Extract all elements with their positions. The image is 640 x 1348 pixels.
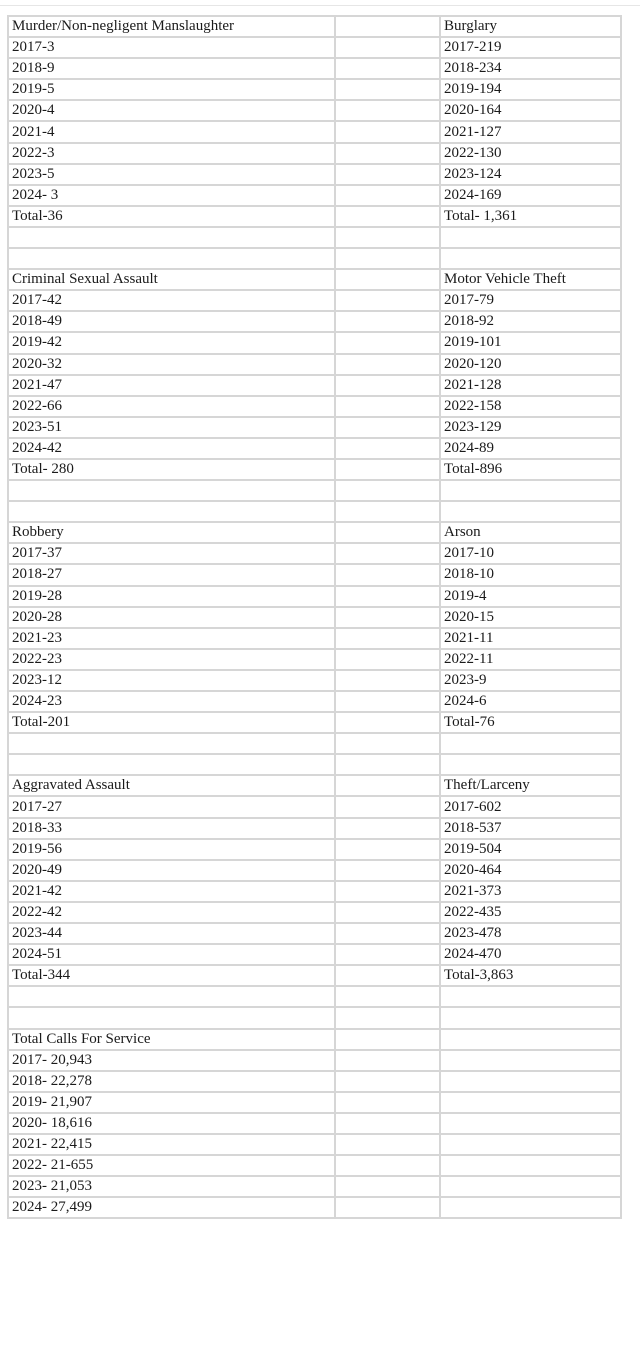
spacer-cell [335, 965, 440, 986]
left-cell: 2021- 22,415 [8, 1134, 335, 1155]
left-cell: 2019-56 [8, 839, 335, 860]
spacer-cell [335, 607, 440, 628]
left-cell: 2023-5 [8, 164, 335, 185]
spacer-cell [335, 438, 440, 459]
spacer-cell [335, 396, 440, 417]
spacer-cell [335, 754, 440, 775]
right-cell: 2022-130 [440, 143, 621, 164]
left-cell [8, 227, 335, 248]
right-cell: 2022-11 [440, 649, 621, 670]
left-cell: 2023-12 [8, 670, 335, 691]
table-row [8, 796, 621, 817]
spacer-cell [335, 227, 440, 248]
spacer-cell [335, 1071, 440, 1092]
table-row [8, 501, 621, 522]
right-cell [440, 1155, 621, 1176]
spacer-cell [335, 164, 440, 185]
right-cell: 2021-127 [440, 121, 621, 142]
right-cell: Total-3,863 [440, 965, 621, 986]
spacer-cell [335, 712, 440, 733]
spacer-cell [335, 1197, 440, 1218]
table-row [8, 311, 621, 332]
right-cell [440, 1092, 621, 1113]
left-cell: 2020-32 [8, 354, 335, 375]
spacer-cell [335, 459, 440, 480]
right-cell: 2019-194 [440, 79, 621, 100]
spacer-cell [335, 206, 440, 227]
table-row [8, 206, 621, 227]
right-cell: 2020-164 [440, 100, 621, 121]
left-cell: Murder/Non-negligent Manslaughter [8, 16, 335, 37]
spacer-cell [335, 1029, 440, 1050]
right-cell [440, 1113, 621, 1134]
table-row [8, 649, 621, 670]
right-cell: Arson [440, 522, 621, 543]
spacer-cell [335, 1113, 440, 1134]
right-cell: 2018-537 [440, 818, 621, 839]
right-cell: Theft/Larceny [440, 775, 621, 796]
table-row [8, 16, 621, 37]
spacer-cell [335, 248, 440, 269]
spacer-cell [335, 564, 440, 585]
left-cell: 2021-4 [8, 121, 335, 142]
left-cell: 2018-33 [8, 818, 335, 839]
right-cell: 2018-92 [440, 311, 621, 332]
left-cell: 2017-37 [8, 543, 335, 564]
right-cell: 2023-478 [440, 923, 621, 944]
left-cell: 2020-4 [8, 100, 335, 121]
left-cell: Total- 280 [8, 459, 335, 480]
right-cell [440, 1029, 621, 1050]
table-row [8, 269, 621, 290]
spacer-cell [335, 796, 440, 817]
table-row [8, 733, 621, 754]
table-row [8, 923, 621, 944]
spacer-cell [335, 522, 440, 543]
left-cell: Criminal Sexual Assault [8, 269, 335, 290]
left-cell: Aggravated Assault [8, 775, 335, 796]
left-cell: Total Calls For Service [8, 1029, 335, 1050]
right-cell [440, 733, 621, 754]
left-cell: 2017- 20,943 [8, 1050, 335, 1071]
spacer-cell [335, 1176, 440, 1197]
spacer-cell [335, 923, 440, 944]
right-cell: 2018-234 [440, 58, 621, 79]
table-row [8, 185, 621, 206]
right-cell [440, 1134, 621, 1155]
right-cell [440, 248, 621, 269]
right-cell: 2020-120 [440, 354, 621, 375]
right-cell: 2018-10 [440, 564, 621, 585]
right-cell [440, 1050, 621, 1071]
table-row [8, 396, 621, 417]
left-cell: Total-201 [8, 712, 335, 733]
left-cell [8, 986, 335, 1007]
table-row [8, 1029, 621, 1050]
table-row [8, 712, 621, 733]
table-row [8, 881, 621, 902]
left-cell: 2022-3 [8, 143, 335, 164]
left-cell [8, 501, 335, 522]
left-cell: 2019- 21,907 [8, 1092, 335, 1113]
table-row [8, 564, 621, 585]
right-cell: 2019-101 [440, 332, 621, 353]
right-cell: 2024-6 [440, 691, 621, 712]
left-cell: 2021-23 [8, 628, 335, 649]
left-cell: 2019-5 [8, 79, 335, 100]
right-cell [440, 227, 621, 248]
table-row [8, 227, 621, 248]
spacer-cell [335, 375, 440, 396]
left-cell: 2017-27 [8, 796, 335, 817]
right-cell: 2017-219 [440, 37, 621, 58]
spacer-cell [335, 944, 440, 965]
left-cell: 2024-42 [8, 438, 335, 459]
table-row [8, 607, 621, 628]
table-row [8, 986, 621, 1007]
table-row [8, 100, 621, 121]
spacer-cell [335, 670, 440, 691]
spacer-cell [335, 311, 440, 332]
right-cell [440, 501, 621, 522]
right-cell: 2020-15 [440, 607, 621, 628]
right-cell: 2023-124 [440, 164, 621, 185]
table-row [8, 860, 621, 881]
left-cell [8, 248, 335, 269]
right-cell: 2024-470 [440, 944, 621, 965]
right-cell: 2017-602 [440, 796, 621, 817]
table-row [8, 1092, 621, 1113]
table-row [8, 522, 621, 543]
right-cell [440, 480, 621, 501]
table-row [8, 628, 621, 649]
table-row [8, 354, 621, 375]
right-cell: Burglary [440, 16, 621, 37]
spacer-cell [335, 860, 440, 881]
table-row [8, 965, 621, 986]
left-cell: Robbery [8, 522, 335, 543]
left-cell: 2022-42 [8, 902, 335, 923]
spacer-cell [335, 100, 440, 121]
right-cell: 2022-435 [440, 902, 621, 923]
table-row [8, 79, 621, 100]
left-cell: 2019-42 [8, 332, 335, 353]
right-cell: 2021-128 [440, 375, 621, 396]
left-cell: 2023-51 [8, 417, 335, 438]
left-cell: 2024-51 [8, 944, 335, 965]
left-cell: 2018-49 [8, 311, 335, 332]
right-cell: 2024-169 [440, 185, 621, 206]
left-cell [8, 1007, 335, 1028]
table-row [8, 1176, 621, 1197]
left-cell: 2020-28 [8, 607, 335, 628]
left-cell: Total-36 [8, 206, 335, 227]
crime-statistics-table [7, 15, 622, 1219]
table-row [8, 143, 621, 164]
table-row [8, 586, 621, 607]
left-cell: 2021-42 [8, 881, 335, 902]
left-cell [8, 733, 335, 754]
spacer-cell [335, 269, 440, 290]
table-row [8, 121, 621, 142]
spacer-cell [335, 58, 440, 79]
spacer-cell [335, 1007, 440, 1028]
table-row [8, 37, 621, 58]
right-cell [440, 1197, 621, 1218]
spacer-cell [335, 628, 440, 649]
left-cell [8, 754, 335, 775]
right-cell: 2020-464 [440, 860, 621, 881]
right-cell: 2017-79 [440, 290, 621, 311]
table-row [8, 1155, 621, 1176]
spacer-cell [335, 121, 440, 142]
spacer-cell [335, 501, 440, 522]
right-cell: 2019-4 [440, 586, 621, 607]
right-cell: Total-76 [440, 712, 621, 733]
right-cell: 2023-129 [440, 417, 621, 438]
left-cell: Total-344 [8, 965, 335, 986]
table-row [8, 944, 621, 965]
table-row [8, 1197, 621, 1218]
table-row [8, 1071, 621, 1092]
table-row [8, 543, 621, 564]
spacer-cell [335, 839, 440, 860]
table-row [8, 438, 621, 459]
spacer-cell [335, 290, 440, 311]
spacer-cell [335, 354, 440, 375]
spacer-cell [335, 143, 440, 164]
table-row [8, 818, 621, 839]
spacer-cell [335, 185, 440, 206]
left-cell: 2019-28 [8, 586, 335, 607]
spacer-cell [335, 543, 440, 564]
table-row [8, 775, 621, 796]
table-row [8, 417, 621, 438]
right-cell [440, 754, 621, 775]
spacer-cell [335, 1155, 440, 1176]
spacer-cell [335, 1092, 440, 1113]
left-cell: 2018-27 [8, 564, 335, 585]
right-cell: 2017-10 [440, 543, 621, 564]
right-cell: 2021-373 [440, 881, 621, 902]
left-cell: 2018-9 [8, 58, 335, 79]
table-row [8, 480, 621, 501]
top-divider [0, 5, 640, 6]
spacer-cell [335, 332, 440, 353]
table-row [8, 164, 621, 185]
left-cell: 2023-44 [8, 923, 335, 944]
spacer-cell [335, 417, 440, 438]
spacer-cell [335, 775, 440, 796]
left-cell: 2024-23 [8, 691, 335, 712]
left-cell: 2022-66 [8, 396, 335, 417]
spacer-cell [335, 37, 440, 58]
right-cell [440, 1176, 621, 1197]
right-cell: 2019-504 [440, 839, 621, 860]
spacer-cell [335, 818, 440, 839]
spacer-cell [335, 1050, 440, 1071]
table-row [8, 58, 621, 79]
table-row [8, 1007, 621, 1028]
table-row [8, 1113, 621, 1134]
right-cell [440, 1007, 621, 1028]
table-row [8, 902, 621, 923]
left-cell: 2020- 18,616 [8, 1113, 335, 1134]
spacer-cell [335, 1134, 440, 1155]
spacer-cell [335, 586, 440, 607]
right-cell: 2021-11 [440, 628, 621, 649]
spacer-cell [335, 986, 440, 1007]
spacer-cell [335, 691, 440, 712]
table-row [8, 290, 621, 311]
table-row [8, 839, 621, 860]
table-row [8, 1134, 621, 1155]
table-row [8, 754, 621, 775]
spacer-cell [335, 881, 440, 902]
right-cell: 2022-158 [440, 396, 621, 417]
left-cell: 2024- 3 [8, 185, 335, 206]
right-cell: 2023-9 [440, 670, 621, 691]
spacer-cell [335, 480, 440, 501]
table-row [8, 691, 621, 712]
table-row [8, 670, 621, 691]
right-cell: Motor Vehicle Theft [440, 269, 621, 290]
right-cell [440, 1071, 621, 1092]
left-cell: 2017-3 [8, 37, 335, 58]
table-row [8, 1050, 621, 1071]
left-cell: 2023- 21,053 [8, 1176, 335, 1197]
right-cell: 2024-89 [440, 438, 621, 459]
left-cell [8, 480, 335, 501]
spacer-cell [335, 16, 440, 37]
table-row [8, 332, 621, 353]
table-row [8, 459, 621, 480]
spacer-cell [335, 79, 440, 100]
spacer-cell [335, 902, 440, 923]
left-cell: 2022-23 [8, 649, 335, 670]
right-cell: Total-896 [440, 459, 621, 480]
left-cell: 2024- 27,499 [8, 1197, 335, 1218]
spacer-cell [335, 733, 440, 754]
left-cell: 2020-49 [8, 860, 335, 881]
table-row [8, 248, 621, 269]
table-body [8, 16, 621, 1218]
left-cell: 2022- 21-655 [8, 1155, 335, 1176]
left-cell: 2018- 22,278 [8, 1071, 335, 1092]
spacer-cell [335, 649, 440, 670]
left-cell: 2021-47 [8, 375, 335, 396]
table-row [8, 375, 621, 396]
left-cell: 2017-42 [8, 290, 335, 311]
right-cell: Total- 1,361 [440, 206, 621, 227]
right-cell [440, 986, 621, 1007]
